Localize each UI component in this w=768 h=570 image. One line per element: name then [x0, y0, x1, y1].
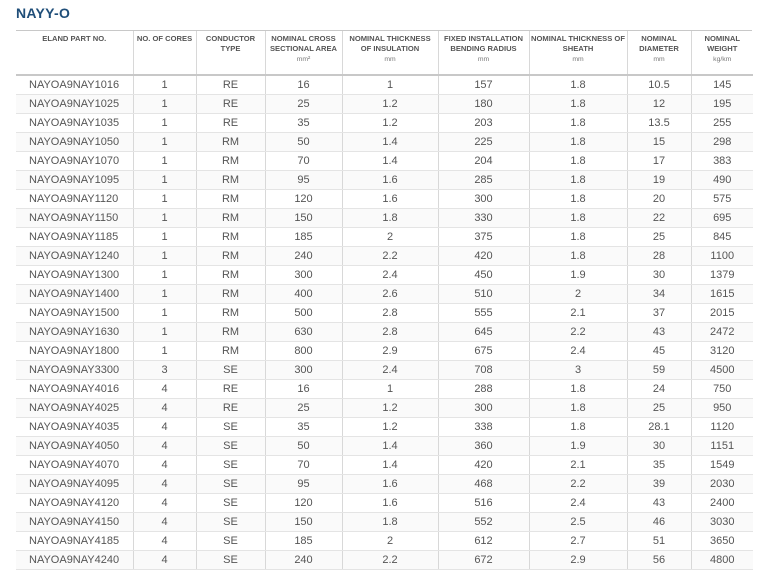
- table-cell: RM: [196, 152, 265, 171]
- table-cell: 3650: [691, 532, 753, 551]
- column-unit: mm: [384, 56, 396, 63]
- table-cell: 1: [342, 75, 438, 95]
- table-cell: 37: [627, 304, 691, 323]
- table-cell: SE: [196, 418, 265, 437]
- part-number-cell: NAYOA9NAY1240: [16, 247, 133, 266]
- column-header: FIXED INSTALLATION BENDING RADIUS mm: [438, 31, 529, 75]
- table-cell: 2.6: [342, 285, 438, 304]
- table-cell: RM: [196, 304, 265, 323]
- table-cell: 4: [133, 418, 196, 437]
- table-cell: RM: [196, 285, 265, 304]
- table-cell: 225: [438, 133, 529, 152]
- table-cell: 1: [133, 266, 196, 285]
- table-cell: 3: [529, 361, 627, 380]
- table-cell: 240: [265, 247, 342, 266]
- part-number-cell: NAYOA9NAY1300: [16, 266, 133, 285]
- table-row: [16, 475, 753, 494]
- part-number-cell: NAYOA9NAY1185: [16, 228, 133, 247]
- table-cell: 2015: [691, 304, 753, 323]
- table-row: [16, 247, 753, 266]
- table-cell: 1: [342, 380, 438, 399]
- table-cell: 2400: [691, 494, 753, 513]
- table-cell: RM: [196, 247, 265, 266]
- table-cell: 1.8: [529, 190, 627, 209]
- table-cell: RE: [196, 75, 265, 95]
- table-cell: 1: [133, 114, 196, 133]
- table-cell: 1.6: [342, 171, 438, 190]
- table-cell: 30: [627, 437, 691, 456]
- table-cell: 1.8: [529, 380, 627, 399]
- table-cell: 1.4: [342, 133, 438, 152]
- part-number-cell: NAYOA9NAY1150: [16, 209, 133, 228]
- table-cell: 3: [133, 361, 196, 380]
- table-cell: 39: [627, 475, 691, 494]
- table-cell: 1: [133, 304, 196, 323]
- table-cell: 1: [133, 171, 196, 190]
- table-cell: 1.6: [342, 190, 438, 209]
- table-cell: 1.8: [529, 133, 627, 152]
- table-cell: 20: [627, 190, 691, 209]
- table-cell: SE: [196, 361, 265, 380]
- table-cell: 300: [438, 399, 529, 418]
- table-cell: 1: [133, 323, 196, 342]
- part-number-cell: NAYOA9NAY4240: [16, 551, 133, 570]
- page-title: NAYY-O: [16, 5, 71, 21]
- table-cell: 150: [265, 209, 342, 228]
- table-cell: RE: [196, 399, 265, 418]
- column-header: NOMINAL CROSS SECTIONAL AREA mm²: [265, 31, 342, 75]
- part-number-cell: NAYOA9NAY4120: [16, 494, 133, 513]
- table-cell: 25: [627, 399, 691, 418]
- table-cell: 2.9: [342, 342, 438, 361]
- table-cell: SE: [196, 532, 265, 551]
- table-cell: 1.8: [342, 513, 438, 532]
- table-cell: 1: [133, 152, 196, 171]
- table-cell: 45: [627, 342, 691, 361]
- table-cell: 50: [265, 133, 342, 152]
- table-cell: 2.4: [342, 361, 438, 380]
- table-cell: SE: [196, 494, 265, 513]
- table-cell: 1151: [691, 437, 753, 456]
- table-cell: 56: [627, 551, 691, 570]
- table-cell: 120: [265, 494, 342, 513]
- table-cell: RM: [196, 228, 265, 247]
- table-cell: 300: [265, 361, 342, 380]
- table-cell: 95: [265, 475, 342, 494]
- part-number-cell: NAYOA9NAY4025: [16, 399, 133, 418]
- part-number-cell: NAYOA9NAY4070: [16, 456, 133, 475]
- table-cell: 15: [627, 133, 691, 152]
- table-cell: 204: [438, 152, 529, 171]
- table-cell: 4: [133, 380, 196, 399]
- table-cell: 1.2: [342, 399, 438, 418]
- table-cell: 25: [627, 228, 691, 247]
- table-row: [16, 513, 753, 532]
- table-cell: 630: [265, 323, 342, 342]
- table-cell: 70: [265, 152, 342, 171]
- table-cell: 203: [438, 114, 529, 133]
- table-row: [16, 190, 753, 209]
- table-cell: 1: [133, 75, 196, 95]
- table-cell: 300: [265, 266, 342, 285]
- table-cell: RM: [196, 190, 265, 209]
- table-cell: RM: [196, 171, 265, 190]
- table-cell: 845: [691, 228, 753, 247]
- column-unit: mm: [653, 56, 665, 63]
- column-header: CONDUCTOR TYPE: [196, 31, 265, 75]
- table-cell: 46: [627, 513, 691, 532]
- table-row: [16, 437, 753, 456]
- table-cell: 4: [133, 551, 196, 570]
- table-cell: RM: [196, 209, 265, 228]
- table-cell: 2: [529, 285, 627, 304]
- table-cell: 4: [133, 475, 196, 494]
- table-cell: 1.2: [342, 418, 438, 437]
- table-cell: 30: [627, 266, 691, 285]
- table-cell: 13.5: [627, 114, 691, 133]
- table-cell: 2.8: [342, 304, 438, 323]
- table-cell: 708: [438, 361, 529, 380]
- table-cell: SE: [196, 513, 265, 532]
- table-cell: 1: [133, 190, 196, 209]
- table-row: [16, 152, 753, 171]
- table-cell: 1.9: [529, 437, 627, 456]
- table-cell: SE: [196, 456, 265, 475]
- table-cell: 2.2: [529, 323, 627, 342]
- table-row: [16, 133, 753, 152]
- table-cell: 1615: [691, 285, 753, 304]
- table-cell: 35: [265, 418, 342, 437]
- table-cell: 1.8: [342, 209, 438, 228]
- table-cell: SE: [196, 551, 265, 570]
- table-cell: 70: [265, 456, 342, 475]
- part-number-cell: NAYOA9NAY1630: [16, 323, 133, 342]
- table-cell: 1120: [691, 418, 753, 437]
- part-number-cell: NAYOA9NAY1070: [16, 152, 133, 171]
- table-cell: 3030: [691, 513, 753, 532]
- table-cell: 10.5: [627, 75, 691, 95]
- table-cell: 25: [265, 95, 342, 114]
- table-cell: 157: [438, 75, 529, 95]
- table-cell: RE: [196, 95, 265, 114]
- table-cell: SE: [196, 437, 265, 456]
- table-cell: 612: [438, 532, 529, 551]
- table-row: [16, 266, 753, 285]
- column-unit: kg/km: [713, 56, 732, 63]
- column-header: NOMINAL THICKNESS OF INSULATION mm: [342, 31, 438, 75]
- table-cell: 516: [438, 494, 529, 513]
- table-header-row: [16, 31, 753, 75]
- table-cell: 1.8: [529, 418, 627, 437]
- table-cell: 17: [627, 152, 691, 171]
- column-unit: mm: [572, 56, 584, 63]
- table-cell: 145: [691, 75, 753, 95]
- table-cell: 750: [691, 380, 753, 399]
- table-row: [16, 532, 753, 551]
- table-cell: 2.9: [529, 551, 627, 570]
- table-row: [16, 114, 753, 133]
- table-cell: 1.8: [529, 95, 627, 114]
- table-cell: 490: [691, 171, 753, 190]
- table-cell: 1.8: [529, 114, 627, 133]
- table-cell: 1: [133, 228, 196, 247]
- table-cell: 298: [691, 133, 753, 152]
- table-cell: RM: [196, 342, 265, 361]
- table-cell: 420: [438, 247, 529, 266]
- table-cell: 185: [265, 532, 342, 551]
- table-cell: 2.2: [529, 475, 627, 494]
- table-row: [16, 171, 753, 190]
- table-cell: 34: [627, 285, 691, 304]
- table-cell: 255: [691, 114, 753, 133]
- table-cell: 1.9: [529, 266, 627, 285]
- table-cell: 1.8: [529, 399, 627, 418]
- table-cell: 24: [627, 380, 691, 399]
- table-cell: 468: [438, 475, 529, 494]
- table-cell: RE: [196, 114, 265, 133]
- table-cell: 288: [438, 380, 529, 399]
- part-number-cell: NAYOA9NAY3300: [16, 361, 133, 380]
- table-row: [16, 494, 753, 513]
- table-cell: 4500: [691, 361, 753, 380]
- table-cell: 675: [438, 342, 529, 361]
- part-number-cell: NAYOA9NAY4095: [16, 475, 133, 494]
- part-number-cell: NAYOA9NAY1800: [16, 342, 133, 361]
- table-cell: 4: [133, 437, 196, 456]
- table-cell: 2: [342, 228, 438, 247]
- column-header: NOMINAL DIAMETER mm: [627, 31, 691, 75]
- table-cell: 2.4: [529, 342, 627, 361]
- table-cell: 43: [627, 323, 691, 342]
- table-row: [16, 75, 753, 95]
- table-cell: 95: [265, 171, 342, 190]
- part-number-cell: NAYOA9NAY1050: [16, 133, 133, 152]
- table-cell: 2.2: [342, 551, 438, 570]
- column-header: ELAND PART NO.: [16, 31, 133, 75]
- table-row: [16, 342, 753, 361]
- column-unit: mm²: [296, 56, 311, 63]
- column-header: NOMINAL THICKNESS OF SHEATH mm: [529, 31, 627, 75]
- part-number-cell: NAYOA9NAY4050: [16, 437, 133, 456]
- table-cell: 180: [438, 95, 529, 114]
- table-cell: 2.1: [529, 304, 627, 323]
- table-cell: 1549: [691, 456, 753, 475]
- table-cell: 2: [342, 532, 438, 551]
- table-cell: 2030: [691, 475, 753, 494]
- table-cell: 4: [133, 456, 196, 475]
- table-cell: 1.2: [342, 95, 438, 114]
- table-cell: 2.1: [529, 456, 627, 475]
- table-cell: 185: [265, 228, 342, 247]
- table-cell: 1.4: [342, 152, 438, 171]
- table-cell: 35: [265, 114, 342, 133]
- table-cell: 555: [438, 304, 529, 323]
- table-row: [16, 209, 753, 228]
- table-row: [16, 285, 753, 304]
- cable-spec-table: [16, 31, 753, 570]
- table-cell: SE: [196, 475, 265, 494]
- table-cell: 1: [133, 285, 196, 304]
- table-cell: 375: [438, 228, 529, 247]
- table-row: [16, 323, 753, 342]
- table-cell: 330: [438, 209, 529, 228]
- table-row: [16, 228, 753, 247]
- table-cell: 2.4: [342, 266, 438, 285]
- table-cell: 1.6: [342, 475, 438, 494]
- table-cell: 1100: [691, 247, 753, 266]
- table-cell: 1: [133, 209, 196, 228]
- table-cell: 51: [627, 532, 691, 551]
- table-cell: 28: [627, 247, 691, 266]
- table-cell: 338: [438, 418, 529, 437]
- column-header: NOMINAL WEIGHT kg/km: [691, 31, 753, 75]
- table-cell: 1: [133, 95, 196, 114]
- table-cell: 4: [133, 494, 196, 513]
- table-cell: 12: [627, 95, 691, 114]
- table-cell: 450: [438, 266, 529, 285]
- table-cell: 59: [627, 361, 691, 380]
- table-cell: 300: [438, 190, 529, 209]
- table-cell: 120: [265, 190, 342, 209]
- table-cell: 672: [438, 551, 529, 570]
- table-cell: 500: [265, 304, 342, 323]
- table-row: [16, 361, 753, 380]
- table-cell: 360: [438, 437, 529, 456]
- part-number-cell: NAYOA9NAY4016: [16, 380, 133, 399]
- table-row: [16, 418, 753, 437]
- table-cell: 4: [133, 532, 196, 551]
- table-cell: 2.8: [342, 323, 438, 342]
- table-cell: 1.8: [529, 171, 627, 190]
- table-cell: 552: [438, 513, 529, 532]
- table-cell: 2472: [691, 323, 753, 342]
- part-number-cell: NAYOA9NAY1025: [16, 95, 133, 114]
- part-number-cell: NAYOA9NAY1500: [16, 304, 133, 323]
- table-row: [16, 399, 753, 418]
- table-cell: 4: [133, 399, 196, 418]
- table-cell: 16: [265, 75, 342, 95]
- column-unit: mm: [477, 56, 490, 63]
- table-cell: 1.4: [342, 437, 438, 456]
- table-cell: 28.1: [627, 418, 691, 437]
- table-row: [16, 95, 753, 114]
- table-cell: 150: [265, 513, 342, 532]
- table-cell: 4: [133, 513, 196, 532]
- table-cell: 19: [627, 171, 691, 190]
- part-number-cell: NAYOA9NAY4185: [16, 532, 133, 551]
- table-cell: 2.5: [529, 513, 627, 532]
- table-cell: 35: [627, 456, 691, 475]
- table-row: [16, 304, 753, 323]
- table-cell: 2.7: [529, 532, 627, 551]
- part-number-cell: NAYOA9NAY4150: [16, 513, 133, 532]
- table-cell: 2.2: [342, 247, 438, 266]
- table-cell: 240: [265, 551, 342, 570]
- table-row: [16, 380, 753, 399]
- table-cell: 510: [438, 285, 529, 304]
- table-cell: 800: [265, 342, 342, 361]
- table-cell: 25: [265, 399, 342, 418]
- part-number-cell: NAYOA9NAY1120: [16, 190, 133, 209]
- part-number-cell: NAYOA9NAY1035: [16, 114, 133, 133]
- table-cell: 4800: [691, 551, 753, 570]
- table-cell: 1.8: [529, 209, 627, 228]
- table-cell: 16: [265, 380, 342, 399]
- table-cell: 420: [438, 456, 529, 475]
- table-cell: 2.4: [529, 494, 627, 513]
- table-cell: 285: [438, 171, 529, 190]
- table-cell: 1: [133, 247, 196, 266]
- table-body: [16, 75, 753, 570]
- table-cell: 1.8: [529, 152, 627, 171]
- table-cell: 1.8: [529, 247, 627, 266]
- table-cell: 3120: [691, 342, 753, 361]
- column-header: NO. OF CORES: [133, 31, 196, 75]
- table-cell: 1.4: [342, 456, 438, 475]
- table-cell: 575: [691, 190, 753, 209]
- table-cell: RM: [196, 266, 265, 285]
- table-cell: 1: [133, 342, 196, 361]
- table-cell: 1.6: [342, 494, 438, 513]
- table-cell: 1.8: [529, 75, 627, 95]
- part-number-cell: NAYOA9NAY1016: [16, 75, 133, 95]
- table-cell: 22: [627, 209, 691, 228]
- part-number-cell: NAYOA9NAY1400: [16, 285, 133, 304]
- table-cell: RE: [196, 380, 265, 399]
- part-number-cell: NAYOA9NAY1095: [16, 171, 133, 190]
- table-cell: 1: [133, 133, 196, 152]
- part-number-cell: NAYOA9NAY4035: [16, 418, 133, 437]
- table-cell: RM: [196, 133, 265, 152]
- table-cell: 695: [691, 209, 753, 228]
- table-cell: 50: [265, 437, 342, 456]
- table-cell: 1379: [691, 266, 753, 285]
- table-cell: 1.8: [529, 228, 627, 247]
- table-cell: 645: [438, 323, 529, 342]
- table-cell: 400: [265, 285, 342, 304]
- table-row: [16, 456, 753, 475]
- table-cell: 383: [691, 152, 753, 171]
- table-cell: RM: [196, 323, 265, 342]
- table-cell: 950: [691, 399, 753, 418]
- table-cell: 43: [627, 494, 691, 513]
- table-cell: 1.2: [342, 114, 438, 133]
- table-cell: 195: [691, 95, 753, 114]
